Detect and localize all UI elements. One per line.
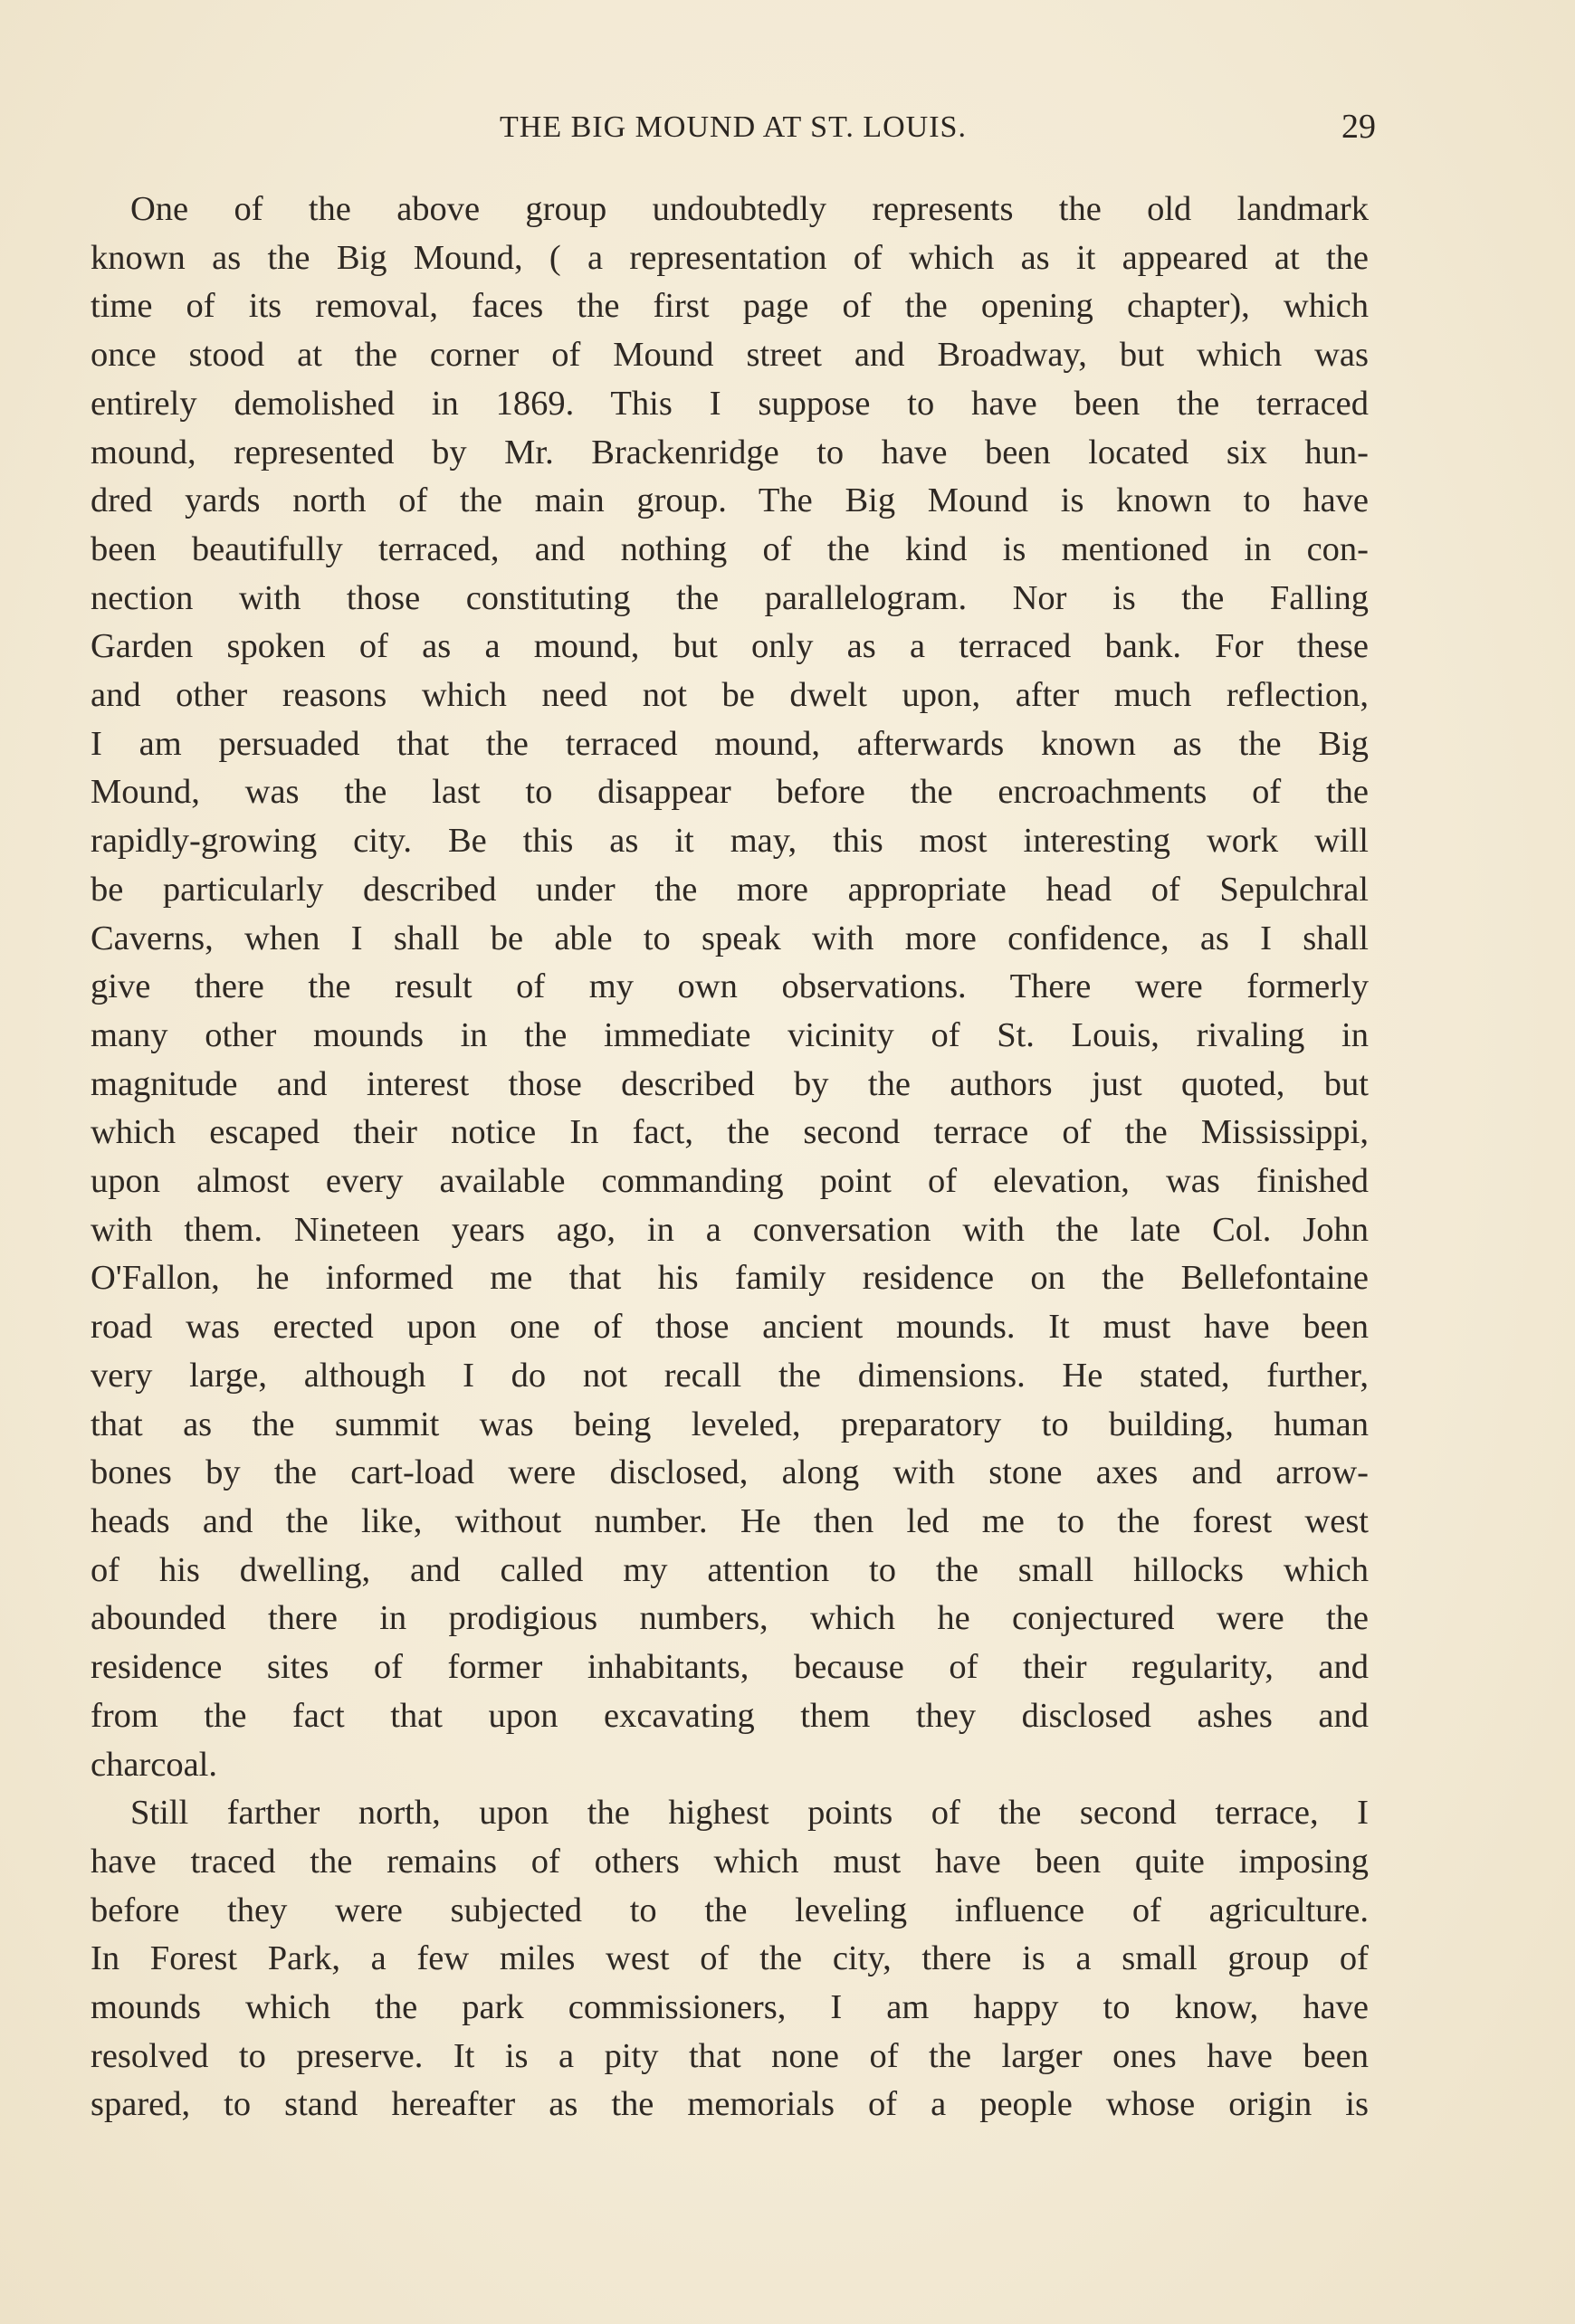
text-line: once stood at the corner of Mound street and Broadway, but which was: [91, 336, 1369, 375]
text-line: have traced the remains of others which must have been quite imposing: [91, 1842, 1369, 1881]
text-line: dred yards north of the main group. The Big Mound is known to have: [91, 481, 1369, 520]
running-head: [91, 107, 1376, 152]
text-line: Caverns, when I shall be able to speak with more confidence, as I shall: [91, 919, 1369, 957]
text-line: been beautifully terraced, and nothing of the kind is mentioned in con-: [91, 529, 1369, 568]
text-line: known as the Big Mound, ( a representation of which as it appeared at the: [91, 238, 1369, 277]
text-line: resolved to preserve. It is a pity that none of the larger ones have been: [91, 2036, 1369, 2075]
text-line: abounded there in prodigious numbers, which he conjectured were the: [91, 1599, 1369, 1638]
text-line: be particularly described under the more appropriate head of Sepulchral: [91, 870, 1369, 909]
text-line: residence sites of former inhabitants, because of their regularity, and: [91, 1648, 1369, 1687]
text-line: give there the result of my own observations. There were formerly: [91, 967, 1369, 1006]
text-line: time of its removal, faces the first page of the opening chapter), which: [91, 287, 1369, 326]
text-line: before they were subjected to the leveling influence of agriculture.: [91, 1891, 1369, 1929]
text-line: nection with those constituting the parallelogram. Nor is the Falling: [91, 578, 1369, 617]
text-line: road was erected upon one of those ancient mounds. It must have been: [91, 1308, 1369, 1347]
text-line: very large, although I do not recall the dimensions. He stated, further,: [91, 1356, 1369, 1395]
text-line: upon almost every available commanding point of elevation, was finished: [91, 1162, 1369, 1201]
text-line: heads and the like, without number. He then led me to the forest west: [91, 1501, 1369, 1540]
text-line: many other mounds in the immediate vicinity of St. Louis, rivaling in: [91, 1015, 1369, 1054]
text-line: Still farther north, upon the highest points of the second terrace, I: [130, 1794, 1369, 1833]
text-line: In Forest Park, a few miles west of the city, there is a small group of: [91, 1939, 1369, 1978]
paragraph-2: [91, 1789, 1369, 2129]
text-line: from the fact that upon excavating them they disclosed ashes and: [91, 1696, 1369, 1735]
page-number: 29: [1341, 108, 1376, 146]
text-line: One of the above group undoubtedly represents the old landmark: [130, 190, 1369, 228]
text-line: with them. Nineteen years ago, in a conversation with the late Col. John: [91, 1210, 1369, 1249]
text-line: O'Fallon, he informed me that his family residence on the Bellefontaine: [91, 1259, 1369, 1298]
text-line: magnitude and interest those described by the authors just quoted, but: [91, 1064, 1369, 1103]
text-line: mounds which the park commissioners, I am happy to know, have: [91, 1988, 1369, 2027]
text-line: charcoal.: [91, 1745, 217, 1784]
text-line: spared, to stand hereafter as the memorials of a people whose origin is: [91, 2085, 1369, 2124]
text-line: rapidly-growing city. Be this as it may, this most interesting work will: [91, 822, 1369, 861]
text-line: which escaped their notice In fact, the second terrace of the Mississippi,: [91, 1113, 1369, 1152]
text-line: mound, represented by Mr. Brackenridge to have been located six hun-: [91, 433, 1369, 471]
text-line: Garden spoken of as a mound, but only as a terraced bank. For these: [91, 627, 1369, 666]
text-line: of his dwelling, and called my attention to the small hillocks which: [91, 1550, 1369, 1589]
text-line: that as the summit was being leveled, preparatory to building, human: [91, 1405, 1369, 1443]
running-title: THE BIG MOUND AT ST. LOUIS.: [500, 110, 967, 144]
body-text: [91, 186, 1369, 2129]
text-line: and other reasons which need not be dwelt upon, after much reflection,: [91, 676, 1369, 715]
text-line: Mound, was the last to disappear before the encroachments of the: [91, 773, 1369, 812]
text-line: bones by the cart-load were disclosed, along with stone axes and arrow-: [91, 1453, 1369, 1492]
text-line: I am persuaded that the terraced mound, afterwards known as the Big: [91, 724, 1369, 763]
text-line: entirely demolished in 1869. This I suppose to have been the terraced: [91, 384, 1369, 423]
paragraph-1: [91, 186, 1369, 1789]
